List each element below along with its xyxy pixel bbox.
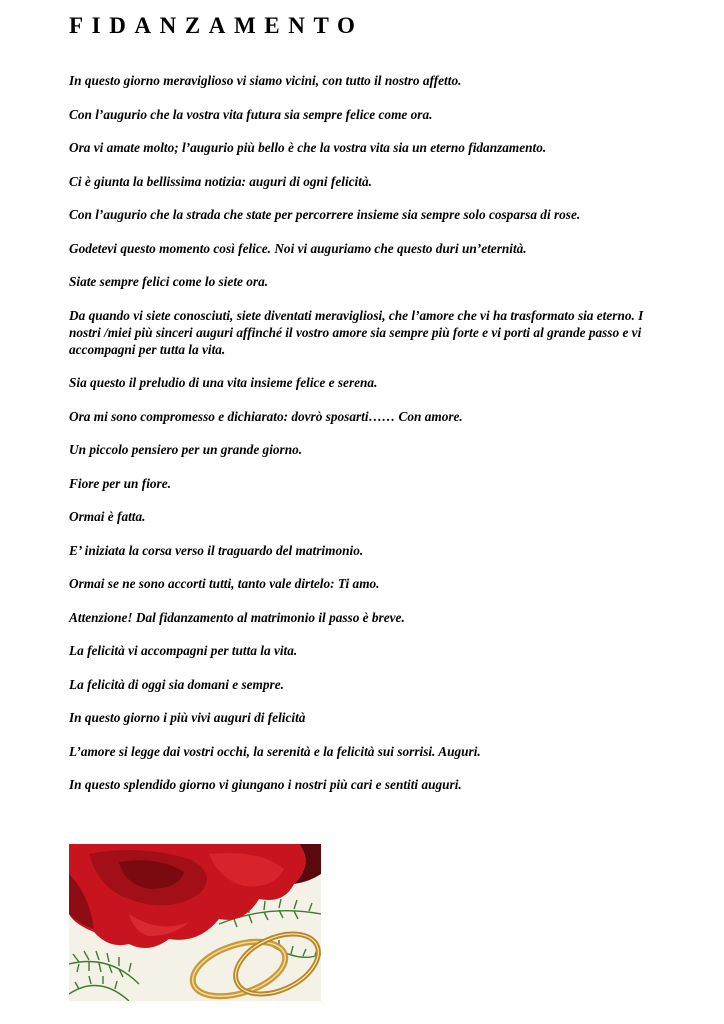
wish-item: L’amore si legge dai vostri occhi, la serenità e la felicità sui sorrisi. Auguri.	[69, 743, 481, 759]
wish-item: Ormai è fatta.	[69, 509, 146, 524]
rose-and-rings-photo	[69, 844, 321, 1001]
wish-item: In questo giorno i più vivi auguri di felicità	[69, 710, 306, 725]
wish-item: Sia questo il preludio di una vita insieme felice e serena.	[69, 375, 378, 390]
wish-item: Con l’augurio che la strada che state per percorrere insieme sia sempre solo cosparsa di rose.	[69, 207, 581, 222]
wish-item: La felicità di oggi sia domani e sempre.	[69, 676, 284, 692]
wish-item: E’ iniziata la corsa verso il traguardo del matrimonio.	[69, 542, 364, 558]
wish-item: Un piccolo pensiero per un grande giorno.	[69, 442, 303, 457]
wish-item: Ora vi amate molto; l’augurio più bello è che la vostra vita sia un eterno fidanzamento.	[69, 140, 547, 155]
wish-item: In questo splendido giorno vi giungano i nostri più cari e sentiti auguri.	[69, 777, 462, 792]
wish-item: Ormai se ne sono accorti tutti, tanto vale dirtelo: Ti amo.	[69, 576, 380, 591]
wish-item: Attenzione! Dal fidanzamento al matrimonio il passo è breve.	[69, 609, 405, 625]
wish-item: In questo giorno meraviglioso vi siamo vicini, con tutto il nostro affetto.	[69, 73, 462, 88]
wish-item: Ora mi sono compromesso e dichiarato: dovrò sposarti…… Con amore.	[69, 408, 463, 424]
wish-item: Fiore per un fiore.	[69, 475, 171, 491]
wish-item: Ci è giunta la bellissima notizia: auguri di ogni felicità.	[69, 173, 372, 189]
wish-item: La felicità vi accompagni per tutta la vita.	[69, 643, 298, 658]
wish-item: Da quando vi siete conosciuti, siete diventati meravigliosi, che l’amore che vi ha trasformato sia eterno. I nostri /miei più sinceri auguri affinché il vostro amore sia sempre più forte e vi porti al grande passo e vi accompagni per tutta la vita.	[69, 307, 644, 357]
wish-item: Siate sempre felici come lo siete ora.	[69, 274, 269, 289]
wish-list	[69, 72, 659, 810]
page-title: FIDANZAMENTO	[69, 13, 364, 38]
wish-item: Con l’augurio che la vostra vita futura sia sempre felice come ora.	[69, 106, 433, 122]
wish-item: Godetevi questo momento così felice. Noi vi auguriamo che questo duri un’eternità.	[69, 240, 527, 256]
